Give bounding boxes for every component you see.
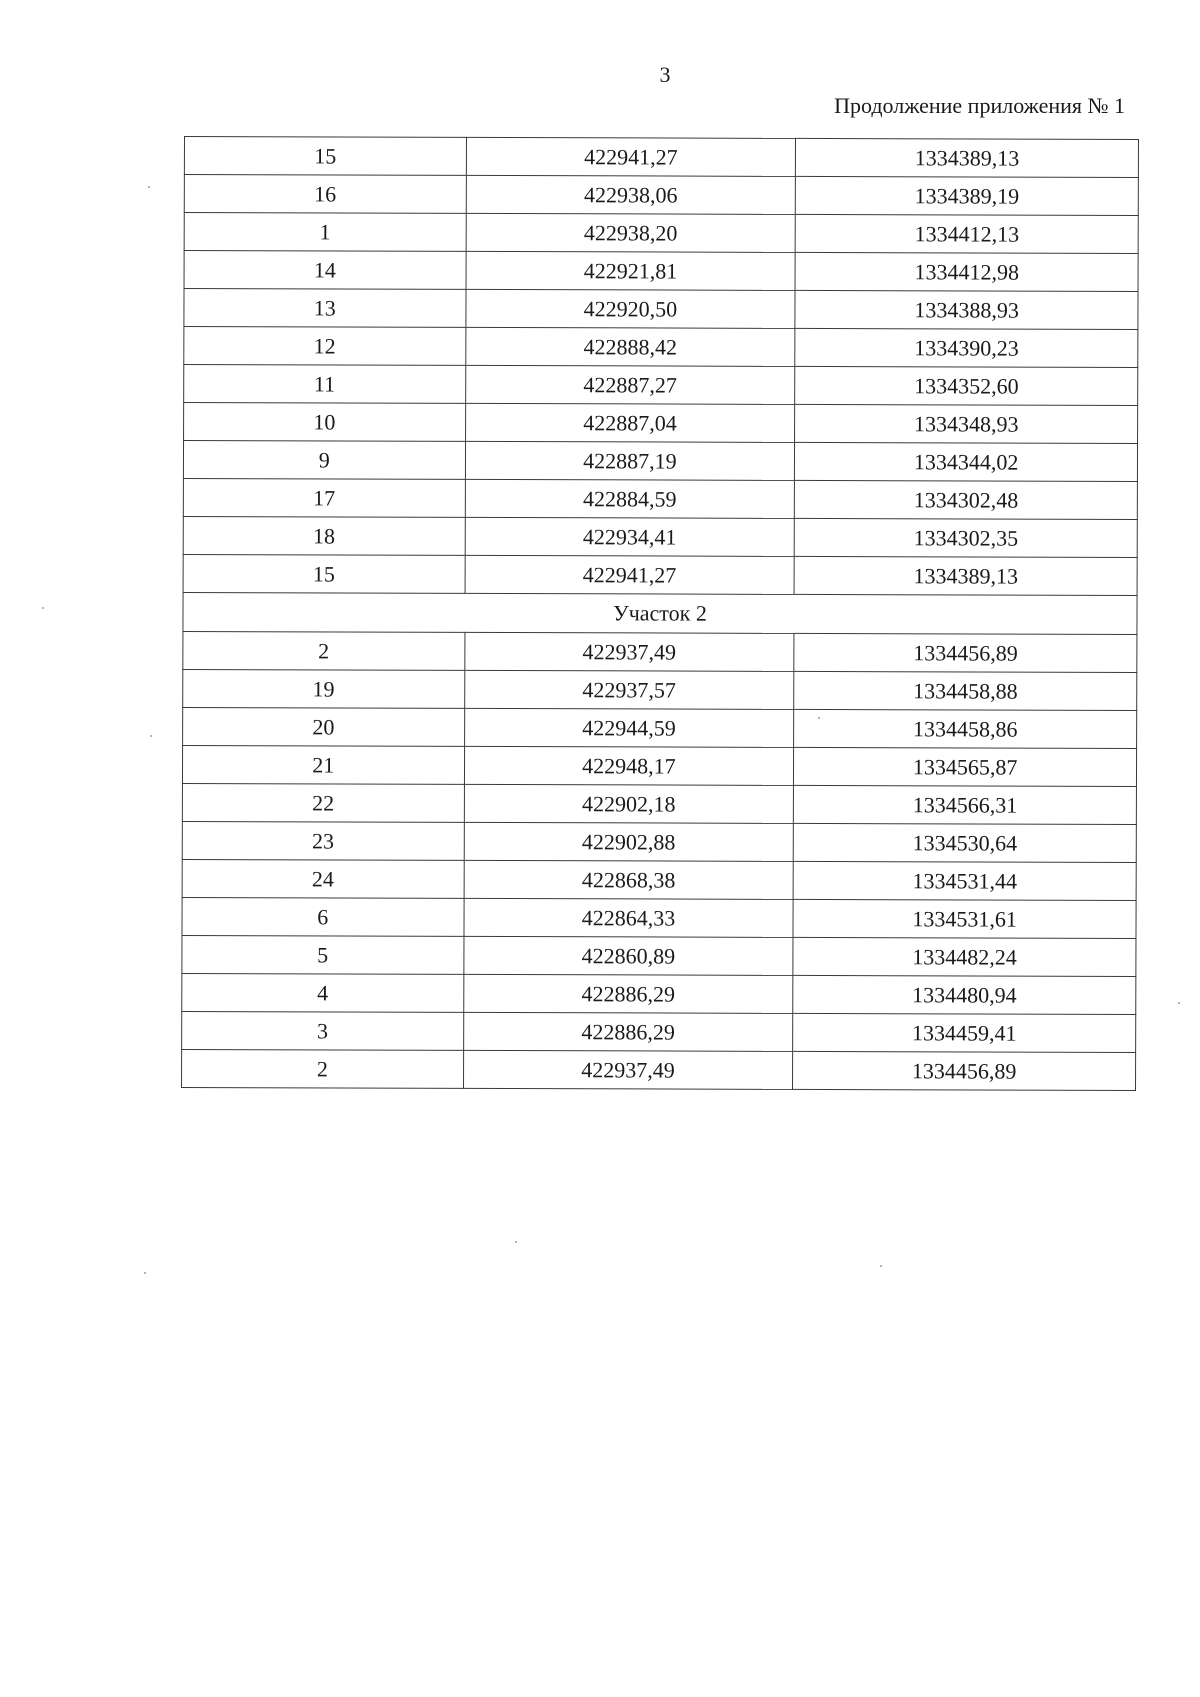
- scan-speck: [148, 186, 150, 188]
- table-row: [184, 403, 1138, 444]
- point-number-cell: 9: [183, 441, 465, 480]
- point-number-cell: 21: [182, 745, 464, 784]
- y-coordinate-cell: 1334531,44: [793, 861, 1136, 900]
- table-row: [183, 631, 1137, 672]
- x-coordinate-cell: 422937,49: [463, 1050, 793, 1089]
- point-number-cell: 1: [184, 213, 466, 252]
- x-coordinate-cell: 422902,88: [464, 822, 794, 861]
- x-coordinate-cell: 422868,38: [464, 860, 794, 899]
- y-coordinate-cell: 1334390,23: [795, 328, 1138, 367]
- y-coordinate-cell: 1334531,61: [793, 899, 1136, 938]
- point-number-cell: 2: [182, 1049, 464, 1088]
- table-row: [182, 783, 1136, 824]
- table-row: [184, 137, 1138, 178]
- coordinates-table-body: [182, 137, 1139, 1091]
- x-coordinate-cell: 422938,20: [466, 213, 796, 252]
- table-row: [182, 897, 1136, 938]
- x-coordinate-cell: 422941,27: [465, 555, 795, 594]
- y-coordinate-cell: 1334352,60: [795, 366, 1138, 405]
- point-number-cell: 20: [183, 707, 465, 746]
- y-coordinate-cell: 1334302,35: [794, 518, 1137, 557]
- point-number-cell: 2: [183, 631, 465, 670]
- x-coordinate-cell: 422860,89: [463, 936, 793, 975]
- scan-speck: [1178, 1002, 1180, 1004]
- table-row: [182, 1049, 1136, 1090]
- point-number-cell: 19: [183, 669, 465, 708]
- x-coordinate-cell: 422948,17: [464, 746, 794, 785]
- table-row: [183, 441, 1137, 482]
- y-coordinate-cell: 1334344,02: [795, 442, 1138, 481]
- table-row: [184, 175, 1138, 216]
- y-coordinate-cell: 1334480,94: [793, 975, 1136, 1014]
- table-row: [183, 478, 1137, 519]
- x-coordinate-cell: 422944,59: [464, 708, 794, 747]
- x-coordinate-cell: 422886,29: [463, 974, 793, 1013]
- coordinates-table: [181, 136, 1139, 1091]
- y-coordinate-cell: 1334458,88: [794, 671, 1137, 710]
- x-coordinate-cell: 422937,57: [464, 670, 794, 709]
- x-coordinate-cell: 422864,33: [464, 898, 794, 937]
- x-coordinate-cell: 422887,19: [465, 441, 795, 480]
- table-row: [183, 516, 1137, 557]
- point-number-cell: 23: [182, 821, 464, 860]
- point-number-cell: 15: [183, 554, 465, 593]
- scan-speck: [42, 607, 44, 609]
- table-row: [183, 554, 1137, 595]
- y-coordinate-cell: 1334456,89: [793, 1051, 1136, 1090]
- x-coordinate-cell: 422920,50: [465, 289, 795, 328]
- table-row: [184, 289, 1138, 330]
- section-header-row: [183, 592, 1137, 634]
- y-coordinate-cell: 1334565,87: [794, 747, 1137, 786]
- point-number-cell: 6: [182, 897, 464, 936]
- y-coordinate-cell: 1334566,31: [794, 785, 1137, 824]
- point-number-cell: 3: [182, 1011, 464, 1050]
- x-coordinate-cell: 422887,04: [465, 403, 795, 442]
- scan-speck: [144, 1272, 146, 1274]
- x-coordinate-cell: 422941,27: [466, 137, 796, 176]
- point-number-cell: 16: [184, 175, 466, 214]
- x-coordinate-cell: 422938,06: [466, 175, 796, 214]
- y-coordinate-cell: 1334389,19: [796, 176, 1139, 215]
- y-coordinate-cell: 1334459,41: [793, 1013, 1136, 1052]
- y-coordinate-cell: 1334388,93: [795, 290, 1138, 329]
- table-row: [182, 859, 1136, 900]
- y-coordinate-cell: 1334458,86: [794, 709, 1137, 748]
- y-coordinate-cell: 1334389,13: [796, 138, 1139, 177]
- table-row: [182, 821, 1136, 862]
- x-coordinate-cell: 422887,27: [465, 365, 795, 404]
- point-number-cell: 17: [183, 478, 465, 517]
- continuation-label: Продолжение приложения № 1: [834, 93, 1125, 118]
- table-row: [184, 251, 1138, 292]
- y-coordinate-cell: 1334412,98: [795, 252, 1138, 291]
- scan-speck: [818, 717, 820, 719]
- x-coordinate-cell: 422902,18: [464, 784, 794, 823]
- x-coordinate-cell: 422886,29: [463, 1012, 793, 1051]
- point-number-cell: 12: [184, 327, 466, 366]
- scan-speck: [880, 1265, 882, 1267]
- point-number-cell: 22: [182, 783, 464, 822]
- y-coordinate-cell: 1334302,48: [795, 480, 1138, 519]
- x-coordinate-cell: 422888,42: [465, 327, 795, 366]
- y-coordinate-cell: 1334412,13: [795, 214, 1138, 253]
- point-number-cell: 14: [184, 251, 466, 290]
- section-title: Участок 2: [183, 592, 1137, 634]
- x-coordinate-cell: 422921,81: [466, 251, 796, 290]
- point-number-cell: 4: [182, 973, 464, 1012]
- point-number-cell: 11: [184, 365, 466, 404]
- x-coordinate-cell: 422884,59: [465, 479, 795, 518]
- point-number-cell: 24: [182, 859, 464, 898]
- x-coordinate-cell: 422937,49: [464, 632, 794, 671]
- point-number-cell: 18: [183, 516, 465, 555]
- table-row: [183, 707, 1137, 748]
- point-number-cell: 13: [184, 289, 466, 328]
- table-row: [182, 973, 1136, 1014]
- table-row: [182, 1011, 1136, 1052]
- table-row: [184, 213, 1138, 254]
- page-number: 3: [659, 62, 671, 87]
- point-number-cell: 10: [184, 403, 466, 442]
- y-coordinate-cell: 1334530,64: [794, 823, 1137, 862]
- table-row: [183, 669, 1137, 710]
- scan-speck: [515, 1241, 517, 1243]
- y-coordinate-cell: 1334389,13: [794, 556, 1137, 595]
- table-row: [184, 365, 1138, 406]
- scan-speck: [150, 735, 152, 737]
- point-number-cell: 15: [184, 137, 466, 176]
- point-number-cell: 5: [182, 935, 464, 974]
- table-row: [182, 745, 1136, 786]
- table-row: [182, 935, 1136, 976]
- y-coordinate-cell: 1334456,89: [794, 633, 1137, 672]
- y-coordinate-cell: 1334348,93: [795, 404, 1138, 443]
- x-coordinate-cell: 422934,41: [465, 517, 795, 556]
- table-row: [184, 327, 1138, 368]
- y-coordinate-cell: 1334482,24: [793, 937, 1136, 976]
